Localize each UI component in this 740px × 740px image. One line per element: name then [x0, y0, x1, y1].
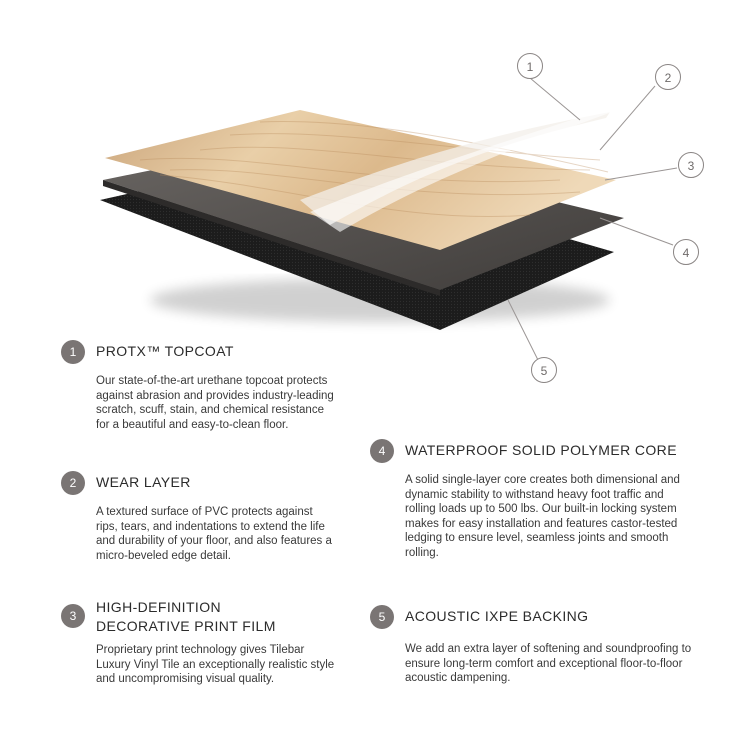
feature-number-badge: 1: [61, 340, 85, 364]
feature-description: Our state-of-the-art urethane topcoat protects against abrasion and provides industry-leading scratch, scuff, stain, and chemical resistance for a beautiful and easy-to-clean floor.: [96, 375, 334, 431]
feature-number-badge: 2: [61, 471, 85, 495]
feature-title: PROTX™ TOPCOAT: [96, 343, 234, 359]
callout-1: 1: [517, 53, 543, 79]
feature-number-badge: 3: [61, 604, 85, 628]
callout-3: 3: [678, 152, 704, 178]
feature-title: ACOUSTIC IXPE BACKING: [405, 608, 589, 624]
callout-4: 4: [673, 239, 699, 265]
feature-number-badge: 4: [370, 439, 394, 463]
callout-2: 2: [655, 64, 681, 90]
callout-5: 5: [531, 357, 557, 383]
feature-title: WEAR LAYER: [96, 474, 191, 490]
feature-title: HIGH-DEFINITION DECORATIVE PRINT FILM: [96, 599, 276, 634]
feature-description: A textured surface of PVC protects against rips, tears, and indentations to extend the life and durability of your floor, and also features a micro-beveled edge detail.: [96, 506, 332, 562]
feature-title: WATERPROOF SOLID POLYMER CORE: [405, 442, 677, 458]
feature-description: A solid single-layer core creates both dimensional and dynamic stability to withstand heavy foot traffic and rolling loads up to 500 lbs. Our built-in locking system makes for easy installation and features castor-tested ledging to ensure level, seamless joints and smooth rolling.: [405, 474, 680, 559]
feature-number-badge: 5: [370, 605, 394, 629]
feature-description: Proprietary print technology gives Tilebar Luxury Vinyl Tile an exceptionally realistic style and uncompromising visual quality.: [96, 644, 335, 685]
feature-description: We add an extra layer of softening and soundproofing to ensure long-term comfort and exceptional floor-to-floor acoustic dampening.: [405, 643, 692, 684]
